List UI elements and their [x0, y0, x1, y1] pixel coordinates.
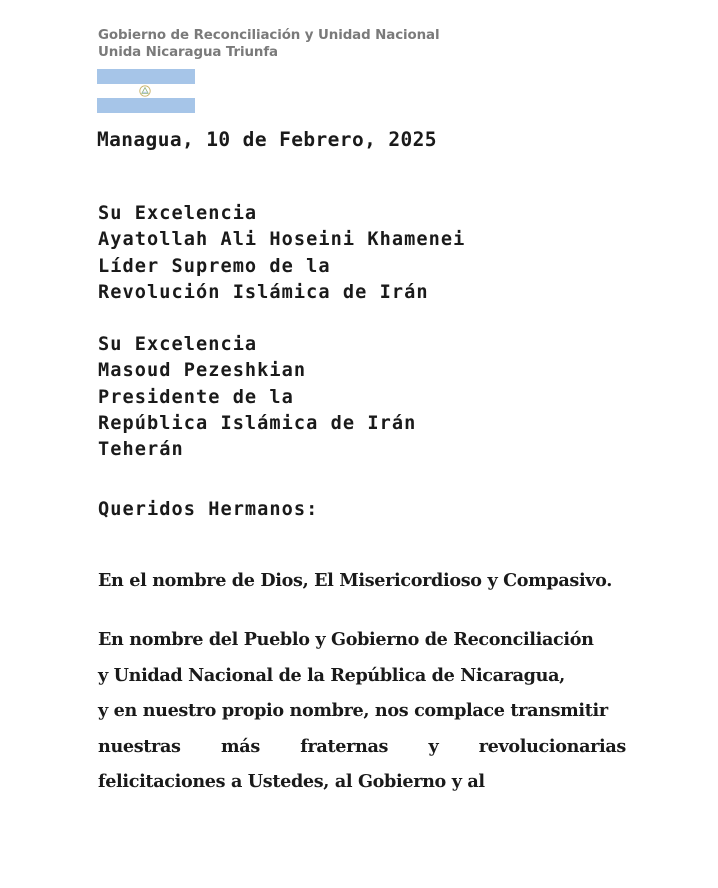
letterhead	[98, 27, 440, 61]
body-word: más	[221, 735, 260, 757]
invocation-line: En el nombre de Dios, El Misericordioso y Compasivo.	[98, 570, 613, 591]
body-word: revolucionarias	[478, 735, 626, 757]
body-word: y	[428, 735, 439, 757]
flag-top-band	[97, 69, 195, 84]
body-line: y en nuestro propio nombre, nos complace transmitir	[98, 700, 608, 721]
recipient-address-2	[98, 332, 416, 463]
letterhead-slogan: Unida Nicaragua Triunfa	[98, 45, 278, 60]
body-line: En nombre del Pueblo y Gobierno de Reconciliación	[98, 629, 594, 650]
recipient2-title-cont: República Islámica de Irán	[98, 412, 417, 434]
body-word: nuestras	[98, 735, 181, 757]
recipient2-city: Teherán	[98, 439, 184, 461]
flag-bottom-band	[97, 98, 195, 113]
letter-body	[98, 627, 628, 805]
body-line-justified	[98, 734, 626, 770]
recipient2-honorific: Su Excelencia	[98, 334, 258, 355]
recipient2-title: Presidente de la	[98, 386, 294, 408]
salutation: Queridos Hermanos:	[98, 499, 319, 520]
recipient1-name: Ayatollah Ali Hoseini Khamenei	[98, 229, 466, 251]
body-line: y Unidad Nacional de la República de Nicaragua,	[98, 664, 565, 686]
recipient-address-1	[98, 201, 465, 306]
coat-of-arms-icon	[138, 84, 152, 98]
body-word: fraternas	[300, 735, 389, 757]
body-line: felicitaciones a Ustedes, al Gobierno y al	[98, 771, 485, 792]
recipient1-honorific: Su Excelencia	[98, 203, 258, 224]
recipient1-title-cont: Revolución Islámica de Irán	[98, 281, 429, 303]
nicaragua-flag-icon	[97, 69, 195, 113]
letterhead-government-name: Gobierno de Reconciliación y Unidad Nacional	[98, 28, 440, 43]
recipient1-title: Líder Supremo de la	[98, 255, 331, 277]
recipient2-name: Masoud Pezeshkian	[98, 360, 307, 382]
letter-date: Managua, 10 de Febrero, 2025	[97, 128, 437, 151]
